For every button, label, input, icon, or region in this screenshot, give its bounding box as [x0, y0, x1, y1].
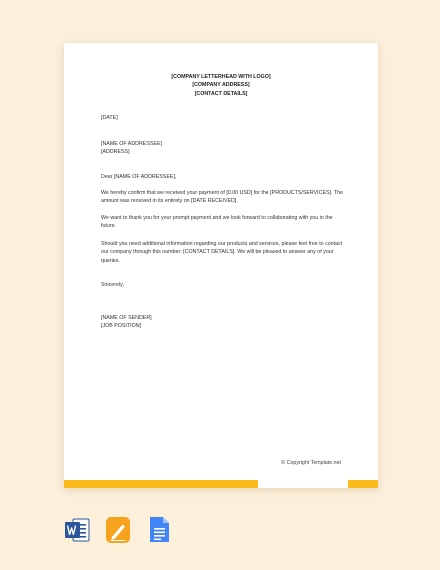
- google-docs-icon[interactable]: [146, 516, 172, 544]
- letter-paragraph: We hereby confirm that we received your payment of [0.00 USD] for the [PRODUCTS/SERVICES]. The amount was received in its entirety on [DATE RECEIVED].: [101, 190, 343, 205]
- addressee-address: [ADDRESS]: [101, 149, 130, 156]
- letter-paragraph: We want to thank you for your prompt payment and we look forward to collaborating with you in the future.: [101, 215, 333, 230]
- closing: Sincerely,: [101, 282, 124, 288]
- salutation: Dear [NAME OF ADDRESSEE],: [101, 174, 177, 180]
- pages-icon[interactable]: [105, 516, 131, 544]
- copyright-text: © Copyright Template.net: [281, 460, 341, 466]
- addressee-block: [101, 140, 348, 157]
- format-icons: [64, 516, 172, 544]
- sender-name: [NAME OF SENDER]: [101, 315, 152, 321]
- sender-block: [101, 314, 348, 331]
- footer-accent-bar: [348, 480, 378, 488]
- word-icon[interactable]: [64, 516, 90, 544]
- letterhead-line: [COMPANY LETTERHEAD WITH LOGO]: [171, 74, 271, 80]
- letter-date: [DATE]: [101, 115, 118, 121]
- letterhead-line: [CONTACT DETAILS]: [194, 90, 248, 97]
- letterhead-line: [COMPANY ADDRESS]: [192, 82, 250, 89]
- sender-position: [JOB POSITION]: [101, 323, 142, 330]
- letterhead: [64, 73, 378, 98]
- footer-accent-bar: [64, 480, 258, 488]
- addressee-name: [NAME OF ADDRESSEE]: [101, 141, 162, 147]
- letter-paragraph: Should you need additional information regarding our products and services, please feel free to contact our company through this number: [CONTACT DETAILS]. We will be pleased to answer any of your queries.: [101, 241, 343, 264]
- letter-page: [64, 43, 378, 488]
